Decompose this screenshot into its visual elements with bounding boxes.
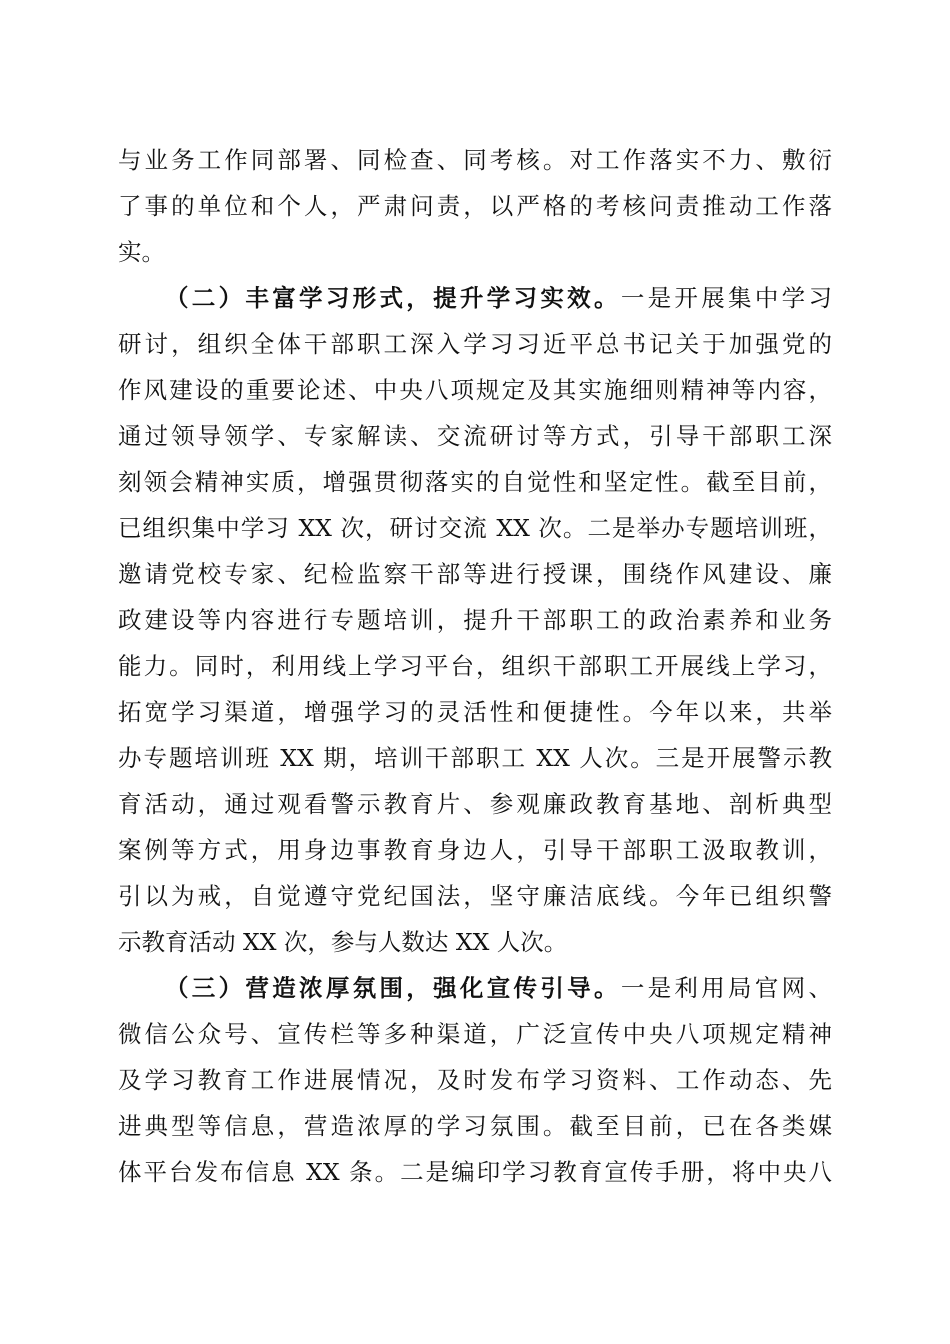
body-text-line: 引以为戒，自觉遵守党纪国法，坚守廉洁底线。今年已组织警 bbox=[118, 882, 832, 910]
body-text-line: 作风建设的重要论述、中央八项规定及其实施细则精神等内容， bbox=[118, 376, 832, 404]
body-text-line: 了事的单位和个人，严肃问责，以严格的考核问责推动工作落 bbox=[118, 192, 832, 220]
body-text-line: 示教育活动 XX 次，参与人数达 XX 人次。 bbox=[118, 928, 568, 956]
body-text-line: 进典型等信息，营造浓厚的学习氛围。截至目前，已在各类媒 bbox=[118, 1112, 832, 1140]
body-text-line: 实。 bbox=[118, 238, 165, 266]
body-text-line: 政建设等内容进行专题培训，提升干部职工的政治素养和业务 bbox=[118, 606, 832, 634]
section-heading-line bbox=[165, 276, 832, 320]
body-text-line: 通过领导领学、专家解读、交流研讨等方式，引导干部职工深 bbox=[118, 422, 832, 450]
section-heading-line bbox=[165, 966, 832, 1010]
body-text-span: 一是开展集中学习 bbox=[620, 284, 832, 312]
body-text-line: 刻领会精神实质，增强贯彻落实的自觉性和坚定性。截至目前， bbox=[118, 468, 832, 496]
body-text-line: 拓宽学习渠道，增强学习的灵活性和便捷性。今年以来，共举 bbox=[118, 698, 832, 726]
body-text-line: 已组织集中学习 XX 次，研讨交流 XX 次。二是举办专题培训班， bbox=[118, 514, 832, 542]
body-text-line: 及学习教育工作进展情况，及时发布学习资料、工作动态、先 bbox=[118, 1066, 832, 1094]
body-text-line: 研讨，组织全体干部职工深入学习习近平总书记关于加强党的 bbox=[118, 330, 832, 358]
body-text-line: 与业务工作同部署、同检查、同考核。对工作落实不力、敷衍 bbox=[118, 146, 832, 174]
body-text-line: 育活动，通过观看警示教育片、参观廉政教育基地、剖析典型 bbox=[118, 790, 832, 818]
body-text-line: 案例等方式，用身边事教育身边人，引导干部职工汲取教训， bbox=[118, 836, 832, 864]
body-text-line: 办专题培训班 XX 期，培训干部职工 XX 人次。三是开展警示教 bbox=[118, 744, 832, 772]
section-heading-2: （二）丰富学习形式，提升学习实效。 bbox=[165, 284, 621, 312]
body-text-span: 一是利用局官网、 bbox=[620, 974, 832, 1002]
body-text-line: 能力。同时，利用线上学习平台，组织干部职工开展线上学习， bbox=[118, 652, 832, 680]
body-text-line: 体平台发布信息 XX 条。二是编印学习教育宣传手册，将中央八 bbox=[118, 1158, 832, 1186]
section-heading-3: （三）营造浓厚氛围，强化宣传引导。 bbox=[165, 974, 621, 1002]
body-text-line: 微信公众号、宣传栏等多种渠道，广泛宣传中央八项规定精神 bbox=[118, 1020, 832, 1048]
body-text-line: 邀请党校专家、纪检监察干部等进行授课，围绕作风建设、廉 bbox=[118, 560, 832, 588]
